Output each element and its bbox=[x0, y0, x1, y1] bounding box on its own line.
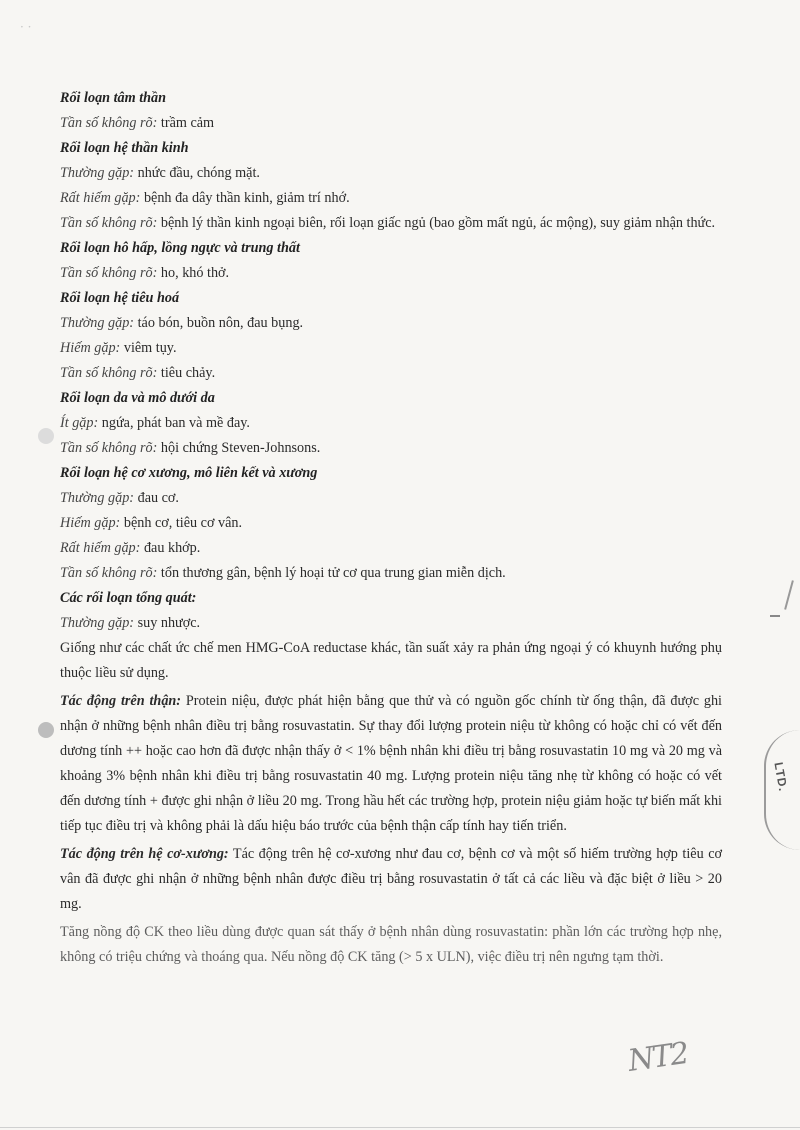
list-item: Rất hiếm gặp: đau khớp. bbox=[60, 540, 201, 556]
signature: NT2 bbox=[625, 1036, 690, 1079]
list-item: Hiếm gặp: bệnh cơ, tiêu cơ vân. bbox=[60, 515, 243, 531]
kidney-label: Tác động trên thận: bbox=[60, 693, 182, 709]
punch-hole bbox=[38, 722, 54, 738]
section-heading-musculoskeletal: Rối loạn hệ cơ xương, mô liên kết và xương bbox=[60, 465, 318, 481]
list-item: Thường gặp: nhức đầu, chóng mặt. bbox=[60, 165, 260, 181]
list-item: Tần số không rõ: hội chứng Steven-Johnsons. bbox=[60, 440, 321, 456]
paragraph-kidney: Tác động trên thận: Protein niệu, được phát hiện bằng que thử và có nguồn gốc chính từ ống thận, đã được ghi nhận ở những bệnh nhân điều trị bằng rosuvastatin. Sự thay đổi lượng protein niệu từ không có hoặc chỉ có vết đến dương tính ++ hoặc cao hơn đã được nhận thấy ở < 1% bệnh nhân khi điều trị bằng rosuvastatin 10 mg và 20 mg và khoảng 3% bệnh nhân khi điều trị bằng rosuvastatin 40 mg. Lượng protein niệu tăng nhẹ từ không có hoặc có vết đến dương tính + được ghi nhận ở liều 20 mg. Trong hầu hết các trường hợp, protein niệu giảm hoặc tự biến mất khi tiếp tục điều trị và không phải là dấu hiệu báo trước của bệnh thận cấp tính hay tiến triển. bbox=[60, 693, 722, 834]
paragraph-musculoskeletal: Tác động trên hệ cơ-xương: Tác động trên hệ cơ-xương như đau cơ, bệnh cơ và một số hiếm trường hợp tiêu cơ vân đã được ghi nhận ở những bệnh nhân được điều trị bằng rosuvastatin ở tất cả các liều và đặc biệt ở liều > 20 mg. bbox=[60, 846, 722, 912]
list-item: Hiếm gặp: viêm tụy. bbox=[60, 340, 177, 356]
edge-mark bbox=[770, 615, 780, 617]
section-heading-skin: Rối loạn da và mô dưới da bbox=[60, 390, 215, 406]
list-item: Tần số không rõ: tiêu chảy. bbox=[60, 365, 216, 381]
section-heading-psychiatric: Rối loạn tâm thần bbox=[60, 90, 167, 106]
page-edge bbox=[0, 1127, 800, 1128]
musculoskeletal-label: Tác động trên hệ cơ-xương: bbox=[60, 846, 229, 862]
stamp-text: LTD. bbox=[771, 761, 791, 793]
section-heading-gastrointestinal: Rối loạn hệ tiêu hoá bbox=[60, 290, 180, 306]
paragraph-ck: Tăng nồng độ CK theo liều dùng được quan sát thấy ở bệnh nhân dùng rosuvastatin: phần lớn các trường hợp nhẹ, không có triệu chứng và thoáng qua. Nếu nồng độ CK tăng (> 5 x ULN), việc điều trị nên ngưng tạm thời. bbox=[60, 924, 722, 965]
list-item: Thường gặp: đau cơ. bbox=[60, 490, 179, 506]
list-item: Tần số không rõ: ho, khó thở. bbox=[60, 265, 230, 281]
list-item: Tần số không rõ: tổn thương gân, bệnh lý hoại tử cơ qua trung gian miễn dịch. bbox=[60, 565, 506, 581]
list-item: Tần số không rõ: trầm cảm bbox=[60, 115, 215, 131]
list-item: Thường gặp: suy nhược. bbox=[60, 615, 201, 631]
section-heading-respiratory: Rối loạn hô hấp, lồng ngực và trung thất bbox=[60, 240, 300, 256]
paragraph-general: Giống như các chất ức chế men HMG-CoA reductase khác, tần suất xảy ra phản ứng ngoại ý có khuynh hướng phụ thuộc liều sử dụng. bbox=[60, 640, 722, 681]
punch-hole bbox=[38, 428, 54, 444]
scan-artifact: · · bbox=[20, 20, 32, 34]
list-item: Tần số không rõ: bệnh lý thần kinh ngoại biên, rối loạn giấc ngủ (bao gồm mất ngủ, ác mộng), suy giảm nhận thức. bbox=[60, 215, 716, 231]
list-item: Ít gặp: ngứa, phát ban và mề đay. bbox=[60, 415, 250, 431]
document-body bbox=[60, 86, 722, 970]
list-item: Thường gặp: táo bón, buồn nôn, đau bụng. bbox=[60, 315, 304, 331]
section-heading-general: Các rối loạn tổng quát: bbox=[60, 590, 197, 606]
list-item: Rất hiếm gặp: bệnh đa dây thần kinh, giảm trí nhớ. bbox=[60, 190, 350, 206]
edge-mark bbox=[784, 580, 794, 609]
section-heading-nervous: Rối loạn hệ thần kinh bbox=[60, 140, 189, 156]
